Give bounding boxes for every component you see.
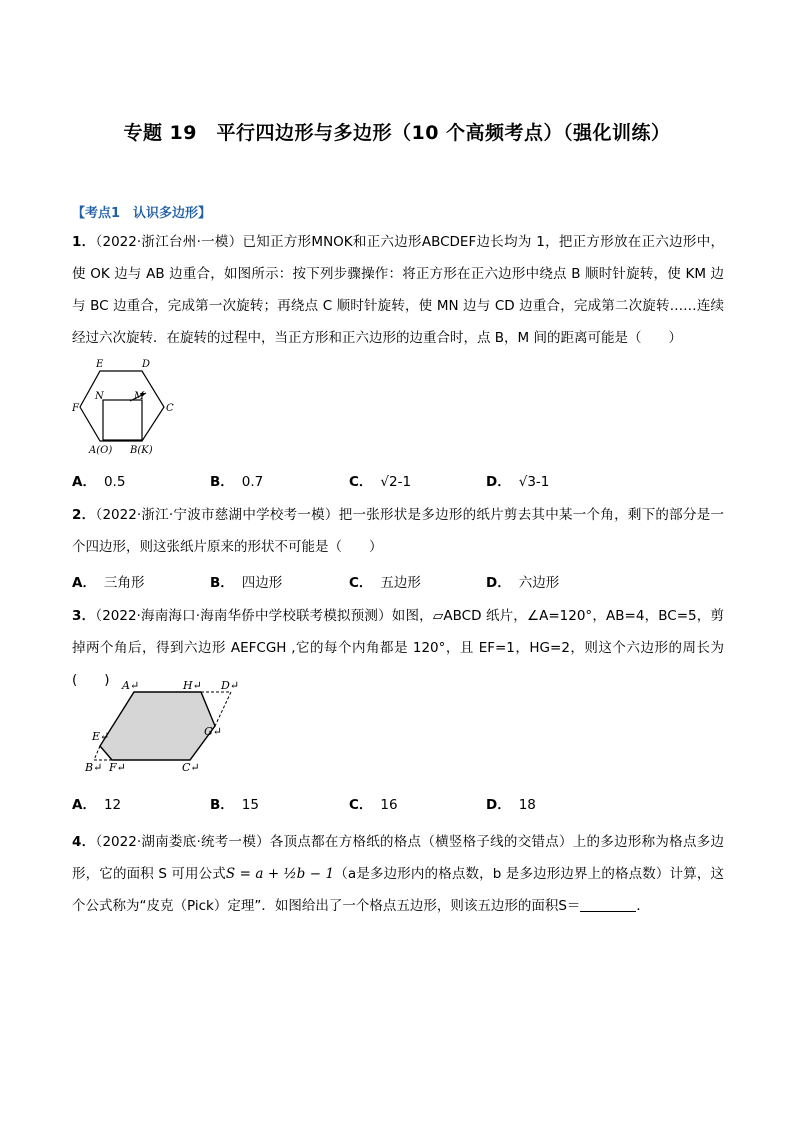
answer-blank[interactable] bbox=[580, 897, 636, 912]
option-c[interactable]: C． 五边形 bbox=[349, 575, 421, 591]
pick-formula: S = a + ½b − 1 bbox=[225, 866, 335, 882]
label-C: C↵ bbox=[182, 761, 200, 774]
question-number: 3． bbox=[72, 608, 96, 624]
option-b[interactable]: B． 15 bbox=[210, 797, 259, 813]
question-number: 1． bbox=[72, 234, 96, 250]
section-heading: 【考点1 认识多边形】 bbox=[72, 206, 212, 221]
question-text: （2022·湖南娄底·统考一模）各顶点都在方格纸的格点（横竖格子线的交错点）上的多边形称为格点多边形，它的面积 S 可用公式 bbox=[72, 834, 724, 882]
question-number: 2． bbox=[72, 507, 96, 523]
label-F: F↵ bbox=[109, 761, 126, 774]
figure-parallelogram-hexagon bbox=[80, 672, 250, 777]
label-E: E↵ bbox=[92, 730, 110, 743]
question-1 bbox=[72, 226, 724, 354]
label-D: D↵ bbox=[221, 679, 240, 692]
question-text-cont: （a是多边形内的格点数，b 是多边形边界上的格点数）计算，这个公式称为“皮克（Pick）定理”．如图给出了一个格点五边形，则该五边形的面积S＝ bbox=[72, 866, 725, 914]
option-b[interactable]: B． 四边形 bbox=[210, 575, 283, 591]
question-number: 4． bbox=[72, 834, 96, 850]
question-3-options bbox=[72, 793, 724, 813]
label-D: D bbox=[142, 359, 151, 370]
option-c[interactable]: C． 16 bbox=[349, 797, 398, 813]
option-d[interactable]: D． 六边形 bbox=[486, 575, 560, 591]
question-1-options bbox=[72, 470, 724, 490]
option-d[interactable]: D． 18 bbox=[486, 797, 536, 813]
question-2-options bbox=[72, 571, 724, 591]
page-title: 专题 19 平行四边形与多边形（10 个高频考点）（强化训练） bbox=[123, 122, 671, 144]
question-text: （2022·浙江台州·一模）已知正方形MNOK和正六边形ABCDEF边长均为 1，把正方形放在正六边形中，使 OK 边与 AB 边重合，如图所示：按下列步骤操作：将正方形在正六边形中绕点 B 顺时针旋转，使 KM 边与 BC 边重合，完成第一次旋转；再绕点 C 顺时针旋转，使 MN 边与 CD 边重合，完成第二次旋转……连续经过六次旋转．在旋转的过程中，当正方形和正六边形的边重合时，点 B，M 间的距离可能是（ ） bbox=[72, 234, 724, 346]
label-A: A↵ bbox=[122, 679, 140, 692]
label-B-K: B(K) bbox=[130, 445, 153, 456]
label-N: N bbox=[95, 391, 104, 402]
label-C: C bbox=[166, 403, 174, 414]
option-a[interactable]: A． 12 bbox=[72, 797, 122, 813]
figure-hexagon-square bbox=[72, 355, 187, 460]
label-M: M bbox=[134, 391, 145, 402]
label-H: H↵ bbox=[183, 679, 202, 692]
question-2 bbox=[72, 499, 724, 563]
label-E: E bbox=[96, 359, 104, 370]
option-c[interactable]: C． √2-1 bbox=[349, 474, 412, 490]
label-G: G↵ bbox=[204, 725, 223, 738]
label-A-O: A(O) bbox=[89, 445, 113, 456]
option-a[interactable]: A． 三角形 bbox=[72, 575, 145, 591]
question-4: 4．（2022·湖南娄底·统考一模）各顶点都在方格纸的格点（横竖格子线的交错点）上的多边形称为格点多边形，它的面积 S 可用公式S = a + ½b − 1（a是多边形内的格点数，b 是多边形边界上的格点数）计算，这个公式称为“皮克（Pick）定理”．如图给出了一个格点五边形，则该五边形的面积S＝ ． bbox=[72, 834, 725, 914]
question-text: （2022·浙江·宁波市慈湖中学校考一模）把一张形状是多边形的纸片剪去其中某一个角，剩下的部分是一个四边形，则这张纸片原来的形状不可能是（ ） bbox=[72, 507, 724, 555]
label-F: F bbox=[72, 403, 79, 414]
option-a[interactable]: A． 0.5 bbox=[72, 474, 126, 490]
option-b[interactable]: B． 0.7 bbox=[210, 474, 264, 490]
option-d[interactable]: D． √3-1 bbox=[486, 474, 550, 490]
question-text: （2022·海南海口·海南华侨中学校联考模拟预测）如图，▱ABCD 纸片，∠A=120°，AB=4，BC=5，剪掉两个角后，得到六边形 AEFCGH ,它的每个内角都是 120°，且 EF=1，HG=2，则这个六边形的周长为( ) bbox=[72, 608, 724, 688]
label-B: B↵ bbox=[85, 761, 103, 774]
